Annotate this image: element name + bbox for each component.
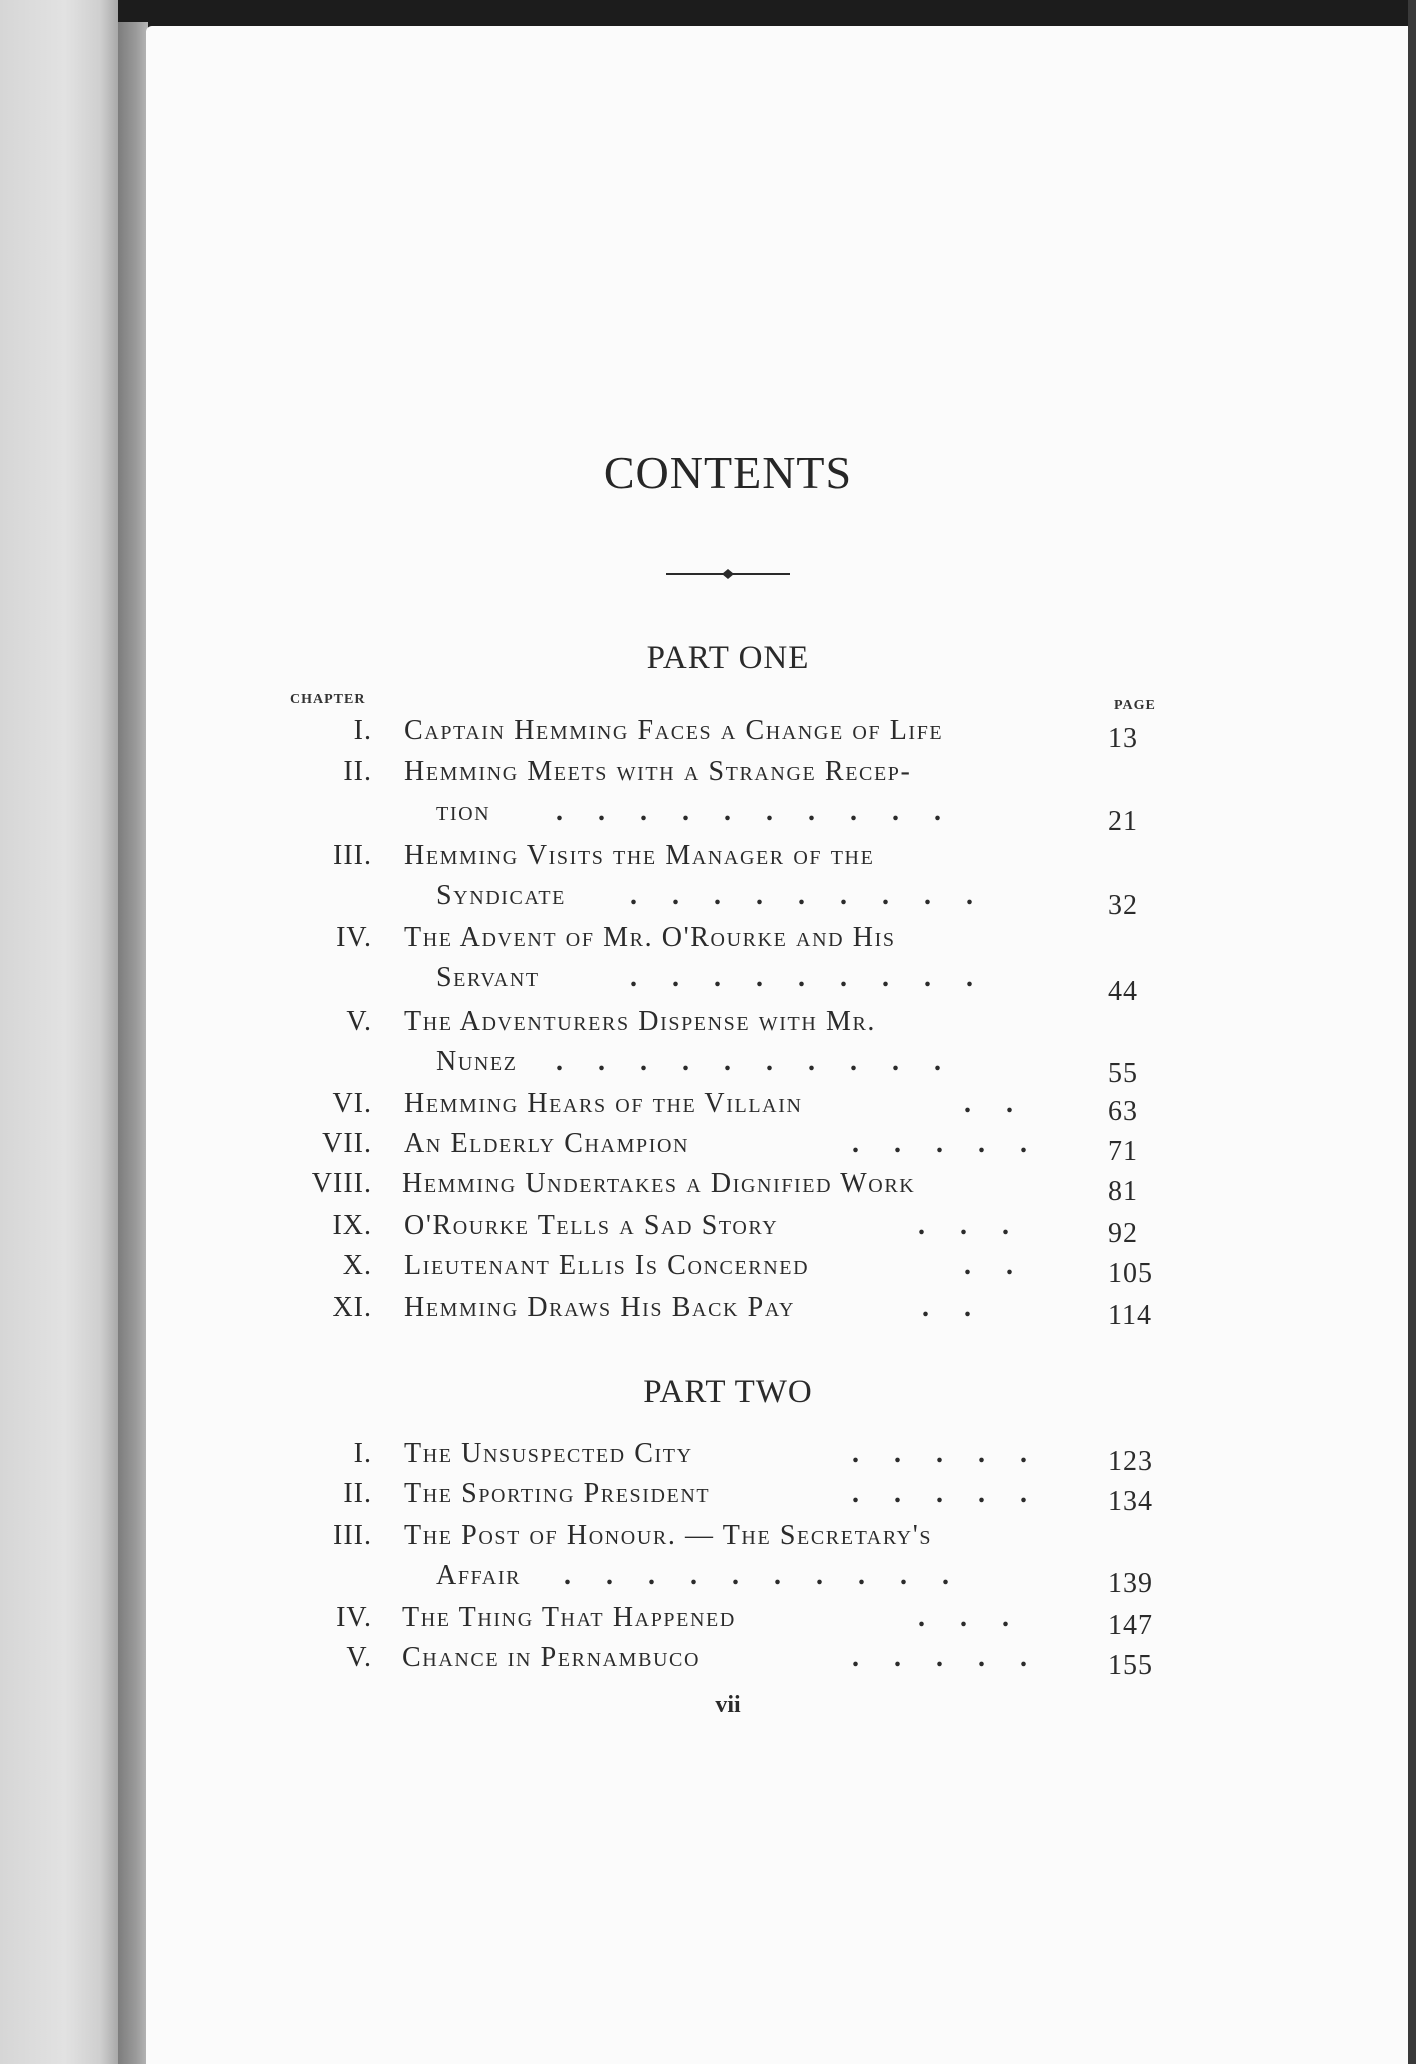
book-gutter [118, 22, 148, 2064]
dot-leader: . . . . . . . . . [630, 962, 973, 993]
page-number: 105 [1108, 1258, 1153, 1289]
scan-border [1408, 0, 1416, 2064]
page-number: 92 [1108, 1218, 1138, 1249]
dot-leader: . . . [918, 1602, 1009, 1633]
chapter-number: XI. [332, 1292, 372, 1323]
chapter-title-continued: tion [436, 796, 491, 827]
chapter-title: Hemming Visits the Manager of the [404, 840, 875, 871]
part-two-heading: PART TWO [643, 1374, 813, 1410]
page-number: 147 [1108, 1610, 1153, 1641]
chapter-title-continued: Syndicate [436, 880, 566, 911]
chapter-number: III. [333, 1520, 372, 1551]
chapter-title-continued: Affair [436, 1560, 522, 1591]
chapter-title: Hemming Hears of the Villain [404, 1088, 803, 1119]
chapter-column-label: CHAPTER [290, 692, 366, 707]
dot-leader: . . . . . [852, 1438, 1027, 1469]
dot-leader: . . [964, 1250, 1013, 1281]
chapter-number: V. [346, 1006, 372, 1037]
chapter-title: Hemming Meets with a Strange Recep- [404, 756, 912, 787]
chapter-number: I. [353, 1438, 372, 1469]
chapter-title-continued: Servant [436, 962, 540, 993]
chapter-number: VIII. [311, 1168, 372, 1199]
dot-leader: . . . [918, 1210, 1009, 1241]
chapter-number: III. [333, 840, 372, 871]
dot-leader: . . . . . . . . . . [556, 796, 941, 827]
page-number: 63 [1108, 1096, 1138, 1127]
chapter-title: The Adventurers Dispense with Mr. [404, 1006, 877, 1037]
chapter-title: O'Rourke Tells a Sad Story [404, 1210, 779, 1241]
chapter-title: Hemming Undertakes a Dignified Work [402, 1168, 916, 1199]
dot-leader: . . . . . [852, 1478, 1027, 1509]
page-number: 134 [1108, 1486, 1153, 1517]
chapter-number: II. [343, 1478, 372, 1509]
chapter-title: The Sporting President [404, 1478, 711, 1509]
ornament-rule-icon [666, 567, 790, 581]
page-number: 139 [1108, 1568, 1153, 1599]
chapter-title-continued: Nunez [436, 1046, 518, 1077]
chapter-title: The Advent of Mr. O'Rourke and His [404, 922, 896, 953]
page-number: 155 [1108, 1650, 1153, 1681]
chapter-title: An Elderly Champion [404, 1128, 690, 1159]
page-number: 81 [1108, 1176, 1138, 1207]
page-number: 21 [1108, 806, 1138, 837]
chapter-number: VII. [322, 1128, 372, 1159]
page-number: 32 [1108, 890, 1138, 921]
part-one-heading: PART ONE [646, 640, 810, 676]
dot-leader: . . . . . . . . . . [556, 1046, 941, 1077]
chapter-number: IV. [336, 1602, 372, 1633]
page-number: 13 [1108, 723, 1138, 754]
chapter-number: V. [346, 1642, 372, 1673]
chapter-number: II. [343, 756, 372, 787]
chapter-title: Chance in Pernambuco [402, 1642, 701, 1673]
page-folio: vii [715, 1692, 741, 1718]
chapter-title: The Unsuspected City [404, 1438, 693, 1469]
toc-content [146, 0, 1310, 2064]
dot-leader: . . [922, 1292, 971, 1323]
chapter-number: I. [353, 715, 372, 746]
chapter-title: Hemming Draws His Back Pay [404, 1292, 796, 1323]
dot-leader: . . [964, 1088, 1013, 1119]
page-number: 44 [1108, 976, 1138, 1007]
page-number: 114 [1108, 1300, 1152, 1331]
page-title: CONTENTS [603, 447, 853, 498]
chapter-number: IV. [336, 922, 372, 953]
page-number: 71 [1108, 1136, 1138, 1167]
page-number: 123 [1108, 1446, 1153, 1477]
chapter-title: The Post of Honour. — The Secretary's [404, 1520, 933, 1551]
chapter-title: The Thing That Happened [402, 1602, 736, 1633]
dot-leader: . . . . . [852, 1128, 1027, 1159]
chapter-title: Lieutenant Ellis Is Concerned [404, 1250, 810, 1281]
dot-leader: . . . . . [852, 1642, 1027, 1673]
left-page-edge [0, 0, 118, 2064]
chapter-number: VI. [332, 1088, 372, 1119]
page-number: 55 [1108, 1058, 1138, 1089]
dot-leader: . . . . . . . . . . [564, 1560, 949, 1591]
page-column-label: PAGE [1114, 698, 1156, 713]
chapter-number: X. [342, 1250, 372, 1281]
chapter-number: IX. [332, 1210, 372, 1241]
chapter-title: Captain Hemming Faces a Change of Life [404, 715, 944, 746]
dot-leader: . . . . . . . . . [630, 880, 973, 911]
